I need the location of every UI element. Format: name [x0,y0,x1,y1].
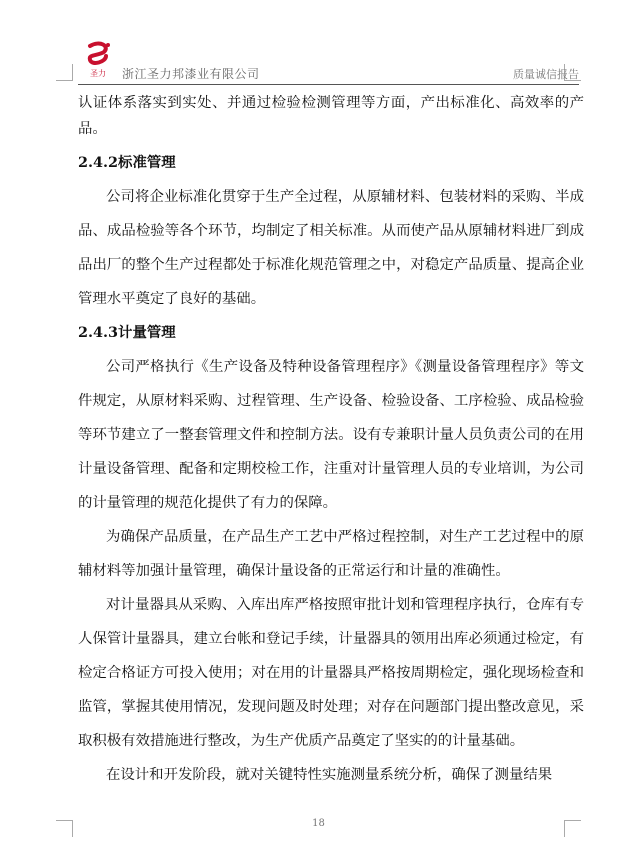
section-heading-metrology-management: 2.4.3计量管理 [78,324,176,341]
paragraph-continued: 认证体系落实到实处、并通过检验检测管理等方面，产出标准化、高效率的产品。 [78,95,584,137]
logo-text: 圣力 [90,69,106,78]
company-logo-icon [78,40,118,80]
paragraph-instrument-control: 对计量器具从采购、入库出库严格按照审批计划和管理程序执行，仓库有专人保管计量器具，建立台帐和登记手续，计量器具的领用出库必须通过检定，有检定合格证方可投入使用；对在用的计量器具严格按周期检定，强化现场检查和监管，掌握其使用情况，发现问题及时处理；对存在问题部门提出整改意见，采取积极有效措施进行整改，为生产优质产品奠定了坚实的的计量基础。 [78,597,584,749]
paragraph-metrology-procedures: 公司严格执行《生产设备及特种设备管理程序》《测量设备管理程序》等文件规定，从原材料采购、过程管理、生产设备、检验设备、工序检验、成品检验等环节建立了一整套管理文件和控制方法。设有专兼职计量人员负责公司的在用计量设备管理、配备和定期校检工作，注重对计量管理人员的专业培训，为公司的计量管理的规范化提供了有力的保障。 [78,359,584,511]
paragraph-design-development: 在设计和开发阶段，就对关键特性实施测量系统分析，确保了测量结果 [106,767,553,783]
page-header [78,40,579,85]
document-body [78,90,584,792]
paragraph-standard-management: 公司将企业标准化贯穿于生产全过程，从原辅材料、包装材料的采购、半成品、成品检验等各个环节，均制定了相关标准。从而使产品从原辅材料进厂到成品出厂的整个生产过程都处于标准化规范管理之中，对稳定产品质量、提高企业管理水平奠定了良好的基础。 [78,189,584,307]
paragraph-quality-assurance: 为确保产品质量，在产品生产工艺中严格过程控制，对生产工艺过程中的原辅材料等加强计量管理，确保计量设备的正常运行和计量的准确性。 [78,529,584,579]
crop-mark-top-left [56,64,73,81]
report-title: 质量诚信报告 [513,68,579,81]
section-heading-standard-management: 2.4.2标准管理 [78,154,176,171]
company-name: 浙江圣力邦漆业有限公司 [122,67,260,81]
page-number: 18 [312,818,325,829]
